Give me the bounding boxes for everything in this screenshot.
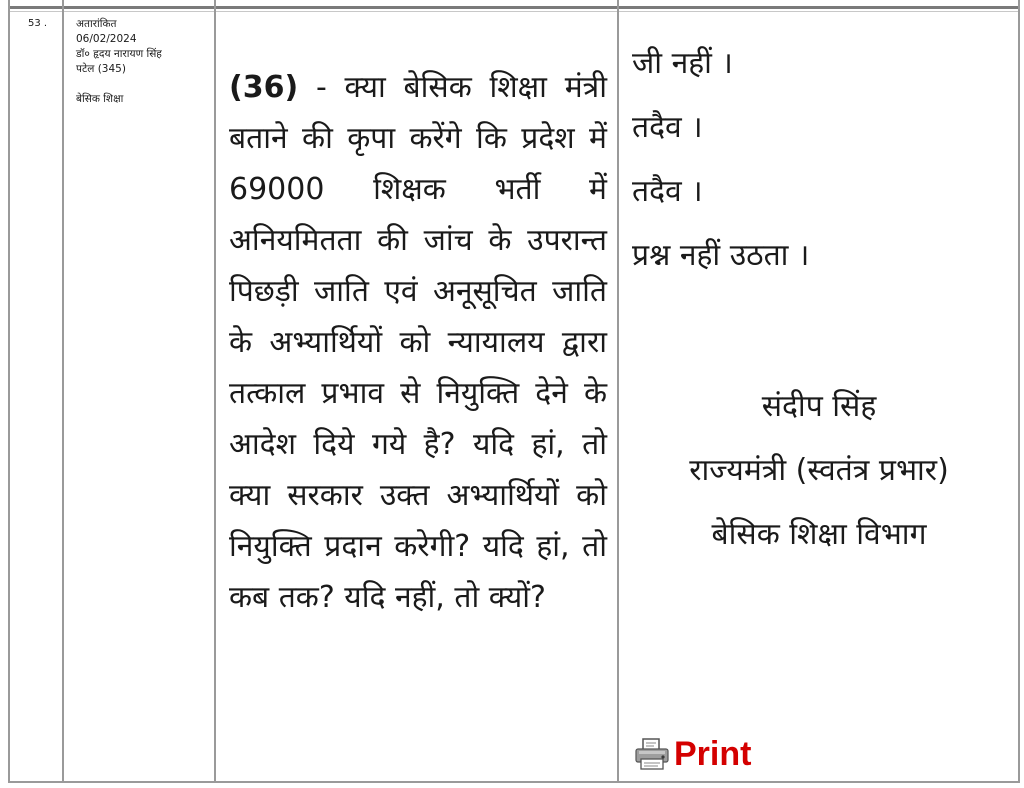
print-button[interactable]	[634, 732, 751, 776]
answer-line: प्रश्न नहीं उठता ।	[632, 238, 810, 273]
signatory-designation: राज्यमंत्री (स्वतंत्र प्रभार)	[689, 453, 949, 488]
member-name: डॉ० हृदय नारायण सिंह	[76, 48, 162, 60]
answer-cell	[620, 12, 1018, 780]
answer-line: तदैव ।	[632, 110, 703, 145]
question-text: - क्या बेसिक शिक्षा मंत्री बताने की कृपा करेंगे कि प्रदेश में 69000 शिक्षक भर्ती में अनियमितता की जांच के उपरान्त पिछड़ी जाति एवं अनूसूचित जाति के अभ्यार्थियों को न्यायालय द्वारा तत्काल प्रभाव से नियुक्ति देने के आदेश दिये गये है? यदि हां, तो क्या सरकार उक्त अभ्यार्थियों को नियुक्ति प्रदान करेगी? यदि हां, तो कब तक? यदि नहीं, तो क्यों?	[229, 70, 607, 615]
signatory-department: बेसिक शिक्षा विभाग	[711, 517, 927, 552]
department-name: बेसिक शिक्षा	[76, 93, 124, 105]
signatory-name: संदीप सिंह	[761, 389, 877, 424]
meta-cell	[66, 12, 214, 780]
question-number: (36)	[229, 70, 299, 105]
column-divider	[62, 0, 64, 783]
column-divider	[214, 0, 216, 783]
answer-line: तदैव ।	[632, 174, 703, 209]
question-date: 06/02/2024	[76, 33, 137, 45]
column-divider	[617, 0, 619, 783]
answer-line: जी नहीं ।	[632, 46, 733, 81]
serial-cell	[12, 12, 62, 780]
member-name-cont: पटेल (345)	[76, 63, 126, 75]
printer-icon	[634, 737, 670, 771]
print-label[interactable]: Print	[674, 734, 752, 773]
serial-number: 53 .	[28, 18, 48, 29]
question-cell	[217, 12, 617, 780]
question-type: अतारांकित	[76, 18, 117, 30]
